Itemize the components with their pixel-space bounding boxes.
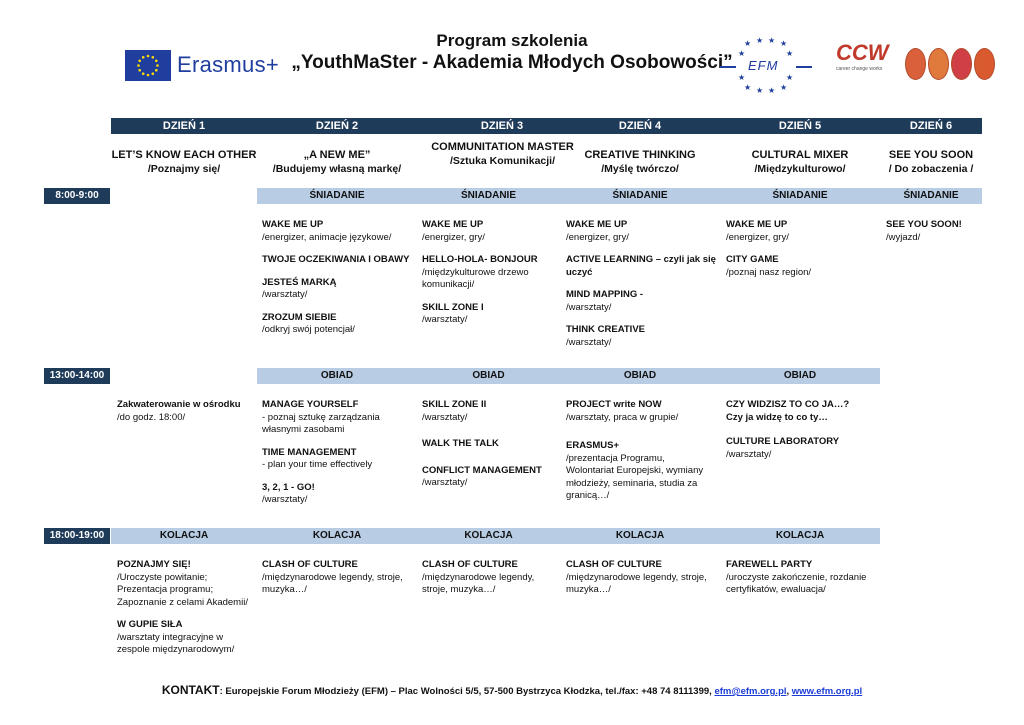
session-cell bbox=[422, 399, 554, 490]
partner-logo-icon bbox=[928, 48, 949, 80]
partner-logo-icon bbox=[905, 48, 926, 80]
day-theme-subtitle: /Myślę twórczo/ bbox=[601, 163, 679, 175]
session-title: CONFLICT MANAGEMENT bbox=[422, 464, 542, 476]
session-title: CLASH OF CULTURE bbox=[422, 559, 518, 570]
session-note: - plan your time effectively bbox=[262, 459, 373, 470]
svg-text:★: ★ bbox=[786, 49, 794, 58]
session-note: /warsztaty/ bbox=[566, 301, 612, 313]
session-title: SEE YOU SOON! bbox=[886, 219, 962, 230]
day-theme bbox=[720, 148, 880, 176]
session-title: SKILL ZONE I bbox=[422, 301, 484, 313]
email-link[interactable]: efm@efm.org.pl bbox=[714, 686, 787, 697]
session-title: W GUPIE SIŁA bbox=[117, 619, 183, 630]
session-title: CLASH OF CULTURE bbox=[262, 559, 358, 570]
session-cell bbox=[422, 559, 554, 597]
meal-label: KOLACJA bbox=[159, 530, 209, 541]
svg-text:★: ★ bbox=[780, 83, 788, 92]
session-title: WALK THE TALK bbox=[422, 438, 499, 449]
meal-label: ŚNIADANIE bbox=[309, 190, 365, 201]
session-title: JESTEŚ MARKĄ bbox=[262, 276, 337, 288]
meal-label: OBIAD bbox=[320, 370, 354, 381]
session-title: ERASMUS+ bbox=[566, 440, 620, 451]
day-theme-title: CREATIVE THINKING bbox=[584, 149, 696, 161]
session-note: /energizer, animacje językowe/ bbox=[262, 231, 392, 243]
session-note: /warsztaty integracyjne w zespole międzynarodowym/ bbox=[117, 631, 235, 655]
session-title: THINK CREATIVE bbox=[566, 324, 645, 335]
session-note: /wyjazd/ bbox=[886, 231, 921, 243]
session-note: /prezentacja Programu, Wolontariat Europejski, wymiany młodzieży, seminaria, studia za granicą…/ bbox=[566, 452, 704, 501]
session-title: MANAGE YOURSELF bbox=[262, 399, 359, 410]
session-note: /energizer, gry/ bbox=[726, 231, 789, 243]
session-note: /międzynarodowe legendy, stroje, muzyka…/ bbox=[262, 571, 403, 595]
session-cell bbox=[262, 219, 412, 337]
session-cell bbox=[422, 219, 554, 327]
meal-label: KOLACJA bbox=[464, 530, 513, 541]
session-title: POZNAJMY SIĘ! bbox=[117, 559, 191, 570]
day-label: DZIEŃ 3 bbox=[480, 120, 524, 132]
day-label: DZIEŃ 5 bbox=[778, 120, 822, 132]
day-theme-title: COMMUNITATION MASTER bbox=[431, 141, 574, 153]
session-title: WAKE ME UP bbox=[566, 219, 628, 230]
ccw-logo-subtitle: career change works bbox=[836, 66, 883, 72]
svg-text:★: ★ bbox=[756, 86, 764, 95]
partner-logo-icon bbox=[974, 48, 995, 80]
session-title: SKILL ZONE II bbox=[422, 399, 487, 410]
day-theme bbox=[430, 140, 575, 168]
svg-text:★: ★ bbox=[768, 86, 776, 95]
session-note: /do godz. 18:00/ bbox=[117, 411, 186, 423]
session-note: /warsztaty/ bbox=[422, 314, 468, 325]
day-theme bbox=[111, 148, 257, 176]
session-title: CLASH OF CULTURE bbox=[566, 559, 662, 570]
day-theme-subtitle: /Poznajmy się/ bbox=[147, 163, 221, 175]
session-note: /energizer, gry/ bbox=[422, 231, 485, 243]
session-note: /poznaj nasz region/ bbox=[726, 266, 812, 278]
session-note: /międzykulturowe drzewo komunikacji/ bbox=[422, 266, 529, 290]
day-theme-title: SEE YOU SOON bbox=[888, 149, 974, 161]
partner-logo-icon bbox=[951, 48, 972, 80]
session-note: /warsztaty/ bbox=[566, 336, 612, 348]
meal-label: ŚNIADANIE bbox=[460, 190, 516, 201]
time-slot: 8:00-9:00 bbox=[44, 188, 110, 204]
svg-text:★: ★ bbox=[744, 39, 752, 48]
time-slot: 18:00-19:00 bbox=[44, 528, 110, 544]
session-note: /międzynarodowe legendy, stroje, muzyka…/ bbox=[422, 571, 535, 595]
session-note: - poznaj sztukę zarządzania własnymi zasobami bbox=[262, 411, 380, 435]
session-title: WAKE ME UP bbox=[422, 219, 484, 230]
session-cell bbox=[566, 559, 710, 597]
ccw-logo bbox=[836, 40, 900, 84]
session-title: PROJECT write NOW bbox=[566, 399, 662, 410]
svg-text:★: ★ bbox=[744, 83, 752, 92]
time-slot: 13:00-14:00 bbox=[44, 368, 110, 384]
contact-separator: , bbox=[786, 686, 792, 697]
meal-label: OBIAD bbox=[783, 370, 817, 381]
efm-logo-text: EFM bbox=[748, 58, 779, 73]
day-theme bbox=[257, 148, 417, 176]
session-note: /warsztaty/ bbox=[422, 477, 468, 488]
session-cell bbox=[886, 219, 982, 244]
meal-label: OBIAD bbox=[472, 370, 505, 381]
session-cell bbox=[726, 399, 866, 461]
session-title: ACTIVE LEARNING – czyli jak się uczyć bbox=[566, 254, 716, 278]
day-label: DZIEŃ 2 bbox=[315, 120, 359, 132]
session-title: Zakwaterowanie w ośrodku bbox=[117, 399, 241, 410]
eu-flag-icon bbox=[125, 50, 171, 81]
contact-label: KONTAKT bbox=[161, 683, 220, 697]
svg-text:★: ★ bbox=[786, 73, 794, 82]
session-title: CITY GAME bbox=[726, 254, 779, 265]
session-title: CULTURE LABORATORY bbox=[726, 436, 840, 447]
meal-label: KOLACJA bbox=[615, 530, 665, 541]
meal-label: ŚNIADANIE bbox=[772, 190, 828, 201]
day-theme bbox=[880, 148, 982, 176]
session-note: /warsztaty/ bbox=[422, 411, 468, 423]
session-cell bbox=[117, 559, 255, 657]
meal-label: OBIAD bbox=[623, 370, 657, 381]
title-line-1: Program szkolenia bbox=[436, 31, 588, 50]
session-title: TWOJE OCZEKIWANIA I OBAWY bbox=[262, 254, 410, 265]
day-label: DZIEŃ 6 bbox=[909, 120, 953, 132]
meal-label: ŚNIADANIE bbox=[903, 190, 959, 201]
session-cell bbox=[566, 399, 710, 503]
svg-text:★: ★ bbox=[780, 39, 788, 48]
day-theme bbox=[560, 148, 720, 176]
session-note: /Uroczyste powitanie; Prezentacja programu; Zapoznanie z celami Akademii/ bbox=[117, 571, 248, 608]
session-title: FAREWELL PARTY bbox=[726, 559, 813, 570]
svg-text:★: ★ bbox=[738, 73, 746, 82]
day-label: DZIEŃ 1 bbox=[162, 120, 206, 132]
session-note: /warsztaty/ bbox=[726, 448, 772, 460]
session-note: /międzynarodowe legendy, stroje, muzyka…/ bbox=[566, 571, 707, 595]
session-note: /energizer, gry/ bbox=[566, 231, 629, 243]
erasmus-logo-text: Erasmus+ bbox=[177, 52, 280, 77]
session-title: ZROZUM SIEBIE bbox=[262, 311, 337, 323]
partner-logos bbox=[905, 48, 995, 80]
session-title: MIND MAPPING - bbox=[566, 289, 644, 300]
session-title: TIME MANAGEMENT bbox=[262, 446, 357, 458]
session-cell bbox=[262, 399, 412, 507]
session-cell bbox=[262, 559, 412, 597]
session-title: 3, 2, 1 - GO! bbox=[262, 481, 315, 493]
svg-text:★: ★ bbox=[738, 49, 746, 58]
session-cell bbox=[566, 219, 716, 349]
day-theme-subtitle: /Międzykulturowo/ bbox=[754, 163, 846, 175]
session-title: WAKE ME UP bbox=[726, 219, 788, 230]
day-theme-title: „A NEW ME” bbox=[303, 149, 371, 161]
meal-label: KOLACJA bbox=[312, 530, 362, 541]
day-theme-title: CULTURAL MIXER bbox=[751, 149, 849, 161]
day-theme-subtitle: /Sztuka Komunikacji/ bbox=[449, 155, 556, 167]
session-cell bbox=[117, 399, 255, 424]
title-line-2: „YouthMaSter - Akademia Młodych Osobowości” bbox=[291, 52, 733, 73]
contact-text: : Europejskie Forum Młodzieży (EFM) – Plac Wolności 5/5, 57-500 Bystrzyca Kłodzka, tel./fax: +48 74 8111399, bbox=[219, 686, 715, 697]
meal-label: KOLACJA bbox=[775, 530, 825, 541]
session-cell bbox=[726, 559, 876, 597]
contact-footer bbox=[0, 683, 1024, 697]
session-title: HELLO-HOLA- BONJOUR bbox=[422, 254, 538, 265]
svg-text:★: ★ bbox=[768, 36, 776, 45]
day-theme-subtitle: /Budujemy własną markę/ bbox=[272, 163, 402, 175]
svg-text:★: ★ bbox=[756, 36, 764, 45]
ccw-logo-text: CCW bbox=[836, 40, 889, 65]
day-theme-subtitle: / Do zobaczenia / bbox=[888, 163, 974, 175]
website-link[interactable]: www.efm.org.pl bbox=[791, 686, 863, 697]
session-note: /warsztaty/ bbox=[262, 494, 308, 505]
session-note: /warsztaty/ bbox=[262, 289, 308, 300]
session-cell bbox=[726, 219, 876, 279]
erasmus-logo bbox=[125, 48, 279, 82]
efm-logo bbox=[718, 36, 814, 96]
day-theme-title: LET’S KNOW EACH OTHER bbox=[111, 149, 257, 161]
day-label: DZIEŃ 4 bbox=[618, 120, 662, 132]
session-title: WAKE ME UP bbox=[262, 219, 324, 230]
session-title: CZY WIDZISZ TO CO JA…? Czy ja widzę to co ty… bbox=[726, 399, 850, 423]
session-note: /uroczyste zakończenie, rozdanie certyfikatów, ewaluacja/ bbox=[726, 571, 867, 595]
session-note: /warsztaty, praca w grupie/ bbox=[566, 411, 679, 423]
meal-label: ŚNIADANIE bbox=[612, 190, 668, 201]
session-note: /odkryj swój potencjał/ bbox=[262, 324, 355, 335]
